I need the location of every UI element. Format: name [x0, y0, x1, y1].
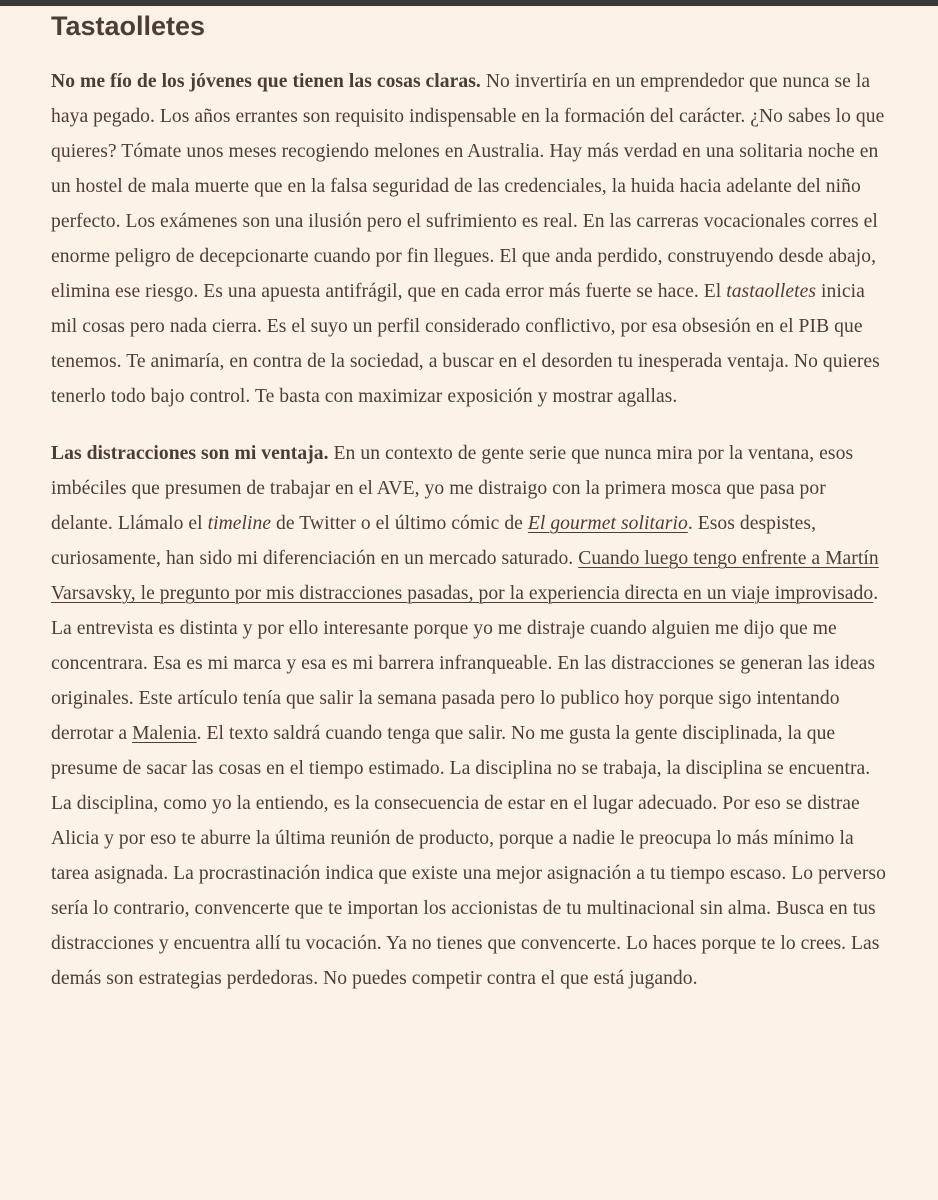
paragraph-tastaolletes: [51, 64, 891, 414]
paragraph-lead: No me fío de los jóvenes que tienen las cosas claras.: [51, 71, 481, 92]
paragraph-text: de Twitter o el último cómic de: [271, 513, 528, 534]
link-malenia[interactable]: Malenia: [132, 723, 197, 744]
paragraph-text: inicia mil cosas pero nada cierra. Es el suyo un perfil considerado conflictivo, por esa obsesión en el PIB que tenemos. Te animaría, en contra de la sociedad, a buscar en el desorden tu inesperada ventaja. No quieres tenerlo todo bajo control. Te basta con maximizar exposición y mostrar agallas.: [51, 281, 880, 407]
emphasis-term: timeline: [207, 513, 272, 534]
paragraph-text: . Esos despistes, curiosamente, han sido mi diferenciación en un mercado saturado.: [51, 513, 817, 569]
article-body: [51, 6, 891, 1018]
emphasis-term: tastaolletes: [726, 281, 817, 302]
link-varsavsky-interview[interactable]: Cuando luego tengo enfrente a Martín Varsavsky, le pregunto por mis distracciones pasadas, por la experiencia directa en un viaje improvisado: [51, 548, 879, 604]
paragraph-text: . La entrevista es distinta y por ello interesante porque yo me distraje cuando alguien me dijo que me concentrara. Esa es mi marca y esa es mi barrera infranqueable. En las distracciones se generan las ideas originales. Este artículo tenía que salir la semana pasada pero lo publico hoy porque sigo intentando derrotar a: [51, 583, 879, 744]
paragraph-text: En un contexto de gente serie que nunca mira por la ventana, esos imbéciles que presumen de trabajar en el AVE, yo me distraigo con la primera mosca que pasa por delante. Llámalo el: [51, 443, 854, 534]
section-heading: Tastaolletes: [51, 11, 206, 41]
paragraph-text: No invertiría en un emprendedor que nunca se la haya pegado. Los años errantes son requisito indispensable en la formación del carácter. ¿No sabes lo que quieres? Tómate unos meses recogiendo melones en Australia. Hay más verdad en una solitaria noche en un hostel de mala muerte que en la falsa seguridad de las credenciales, la huida hacia adelante del niño perfecto. Los exámenes son una ilusión pero el sufrimiento es real. En las carreras vocacionales corres el enorme peligro de decepcionarte cuando por fin llegues. El que anda perdido, construyendo desde abajo, elimina ese riesgo. Es una apuesta antifrágil, que en cada error más fuerte se hace. El: [51, 71, 885, 302]
paragraph-lead: Las distracciones son mi ventaja.: [51, 443, 329, 464]
paragraph-text: . El texto saldrá cuando tenga que salir. No me gusta la gente disciplinada, la que presume de sacar las cosas en el tiempo estimado. La disciplina no se trabaja, la disciplina se encuentra. La disciplina, como yo la entiendo, es la consecuencia de estar en el lugar adecuado. Por eso se distrae Alicia y por eso te aburre la última reunión de producto, porque a nadie le preocupa lo más mínimo la tarea asignada. La procrastinación indica que existe una mejor asignación a tu tiempo escaso. Lo perverso sería lo contrario, convencerte que te importan los accionistas de tu multinacional sin alma. Busca en tus distracciones y encuentra allí tu vocación. Ya no tienes que convencerte. Lo haces porque te lo crees. Las demás son estrategias perdedoras. No puedes competir contra el que está jugando.: [51, 723, 886, 989]
link-gourmet-solitario[interactable]: El gourmet solitario: [527, 513, 688, 534]
paragraph-distracciones: [51, 436, 891, 996]
